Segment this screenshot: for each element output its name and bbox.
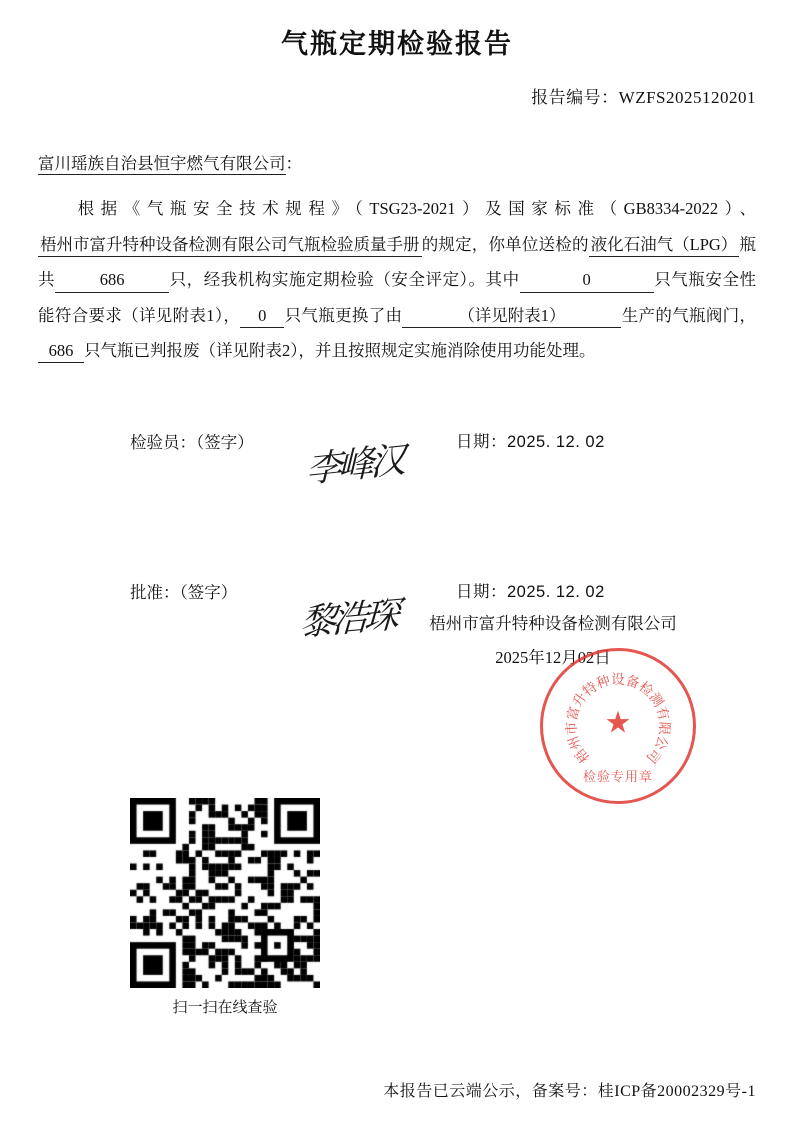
report-number-value: WZFS2025120201 — [618, 88, 756, 107]
inspector-row — [38, 425, 756, 511]
report-number-label: 报告编号： — [531, 88, 619, 107]
paragraph-seg-6: 只气瓶更换了由 — [284, 305, 403, 325]
valve-manufacturer-field: （详见附表1） — [402, 304, 621, 328]
approver-date-label: 日期： — [456, 582, 507, 601]
paragraph-seg-7: 生产的气瓶阀门， — [621, 305, 757, 325]
qualified-count-field: 0 — [520, 268, 654, 292]
paragraph-seg-5: 只气瓶安全性能符合要求（详见附表1）， — [38, 270, 757, 325]
page-title: 气瓶定期检验报告 — [281, 29, 513, 59]
inspector-label: 检验员：（签字） — [130, 432, 254, 452]
approver-label: 批准：（签字） — [130, 582, 238, 602]
paragraph-seg-4: 只，经我机构实施定期检验（安全评定）。其中 — [169, 270, 520, 290]
official-stamp: 梧 州 市 富 升 特 种 设 备 检 测 有 限 公 司 ★ 检验专用章 — [540, 648, 696, 804]
stamp-bottom-text: 检验专用章 — [582, 769, 653, 784]
scrapped-count-field: 686 — [38, 339, 84, 363]
report-number-line — [0, 83, 794, 108]
main-paragraph — [38, 191, 756, 368]
product-type-field: 液化石油气（LPG） — [589, 233, 740, 257]
valve-replaced-count-field: 0 — [240, 304, 284, 328]
addressee-line — [38, 146, 756, 181]
paragraph-seg-8: 只气瓶已判报废（详见附表2），并且按照规定实施消除使用功能处理。 — [84, 341, 596, 361]
quality-manual-field: 梧州市富升特种设备检测有限公司气瓶检验质量手册 — [38, 233, 422, 257]
approver-date-value: 2025. 12. 02 — [507, 582, 605, 601]
star-icon: ★ — [604, 706, 632, 740]
signature-block — [38, 425, 756, 668]
qr-code[interactable] — [130, 798, 320, 988]
inspector-date-value: 2025. 12. 02 — [507, 432, 605, 451]
approver-signature: 黎浩琛 — [299, 594, 397, 644]
issuer-company: 梧州市富升特种设备检测有限公司 — [429, 613, 677, 633]
approver-date — [456, 575, 605, 610]
qr-caption: 扫一扫在线查验 — [172, 999, 278, 1016]
paragraph-seg-1: 根据《气瓶安全技术规程》（TSG23-2021）及国家标准（GB8334-2022）、 — [71, 199, 756, 219]
issuer-date: 2025年12月02日 — [495, 648, 611, 668]
inspector-date-label: 日期： — [456, 432, 507, 451]
addressee-name: 富川瑶族自治县恒宇燃气有限公司 — [38, 154, 286, 173]
footer-note: 本报告已云端公示，备案号：桂ICP备20002329号-1 — [383, 1083, 756, 1100]
paragraph-seg-3: 瓶共 — [38, 234, 757, 290]
inspector-date — [456, 425, 605, 460]
cylinder-count-field: 686 — [55, 268, 169, 292]
paragraph-seg-2: 的规定，你单位送检的 — [421, 234, 589, 254]
inspector-signature: 李峰汉 — [306, 439, 402, 490]
qr-area — [130, 798, 320, 1017]
addressee-colon: ： — [285, 154, 302, 173]
report-body — [38, 146, 757, 668]
